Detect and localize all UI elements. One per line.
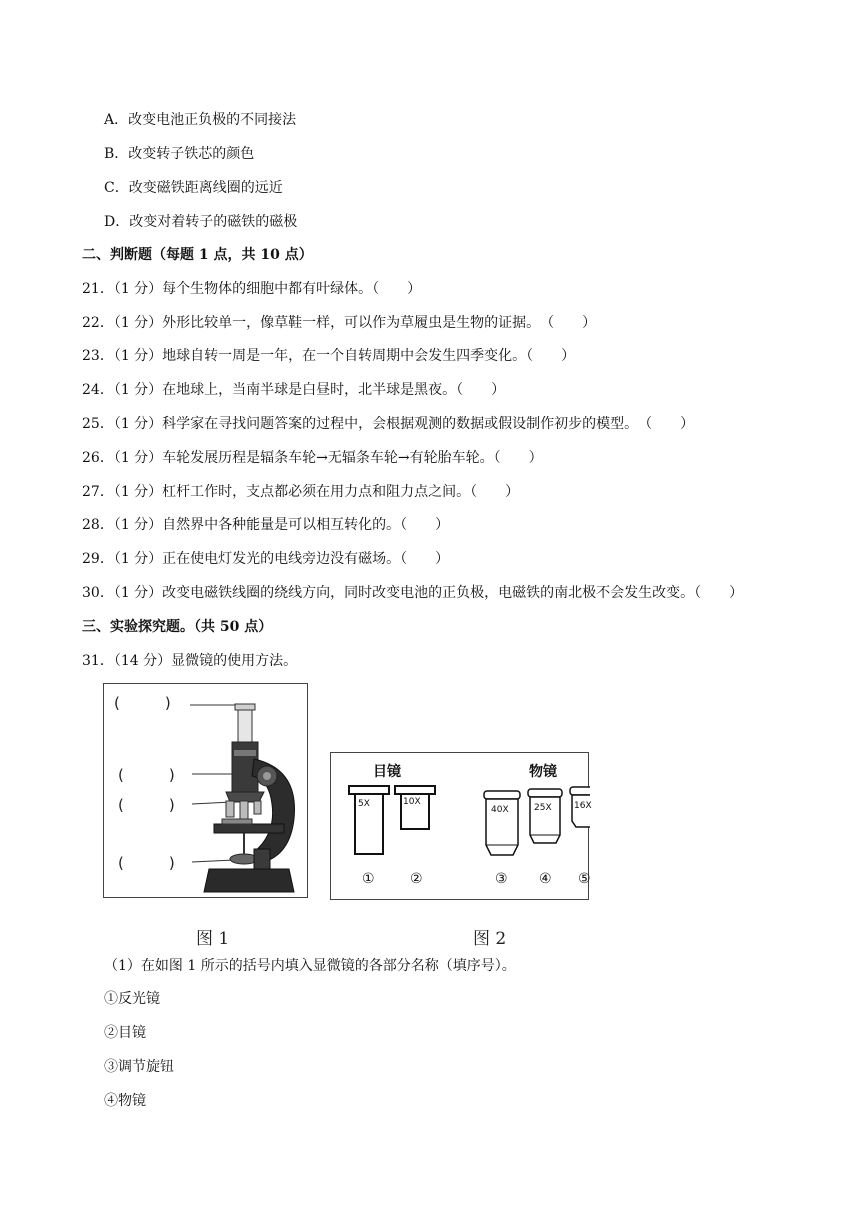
question-24: 24．（1 分）在地球上，当南半球是白昼时，北半球是黑夜。（ ） bbox=[82, 382, 506, 398]
option-a: A．改变电池正负极的不同接法 bbox=[104, 112, 297, 128]
figure-2-lenses bbox=[330, 752, 592, 900]
sub-question-1: （1）在如图 1 所示的括号内填入显微镜的各部分名称（填序号）。 bbox=[104, 958, 516, 974]
option-d: D．改变对着转子的磁铁的磁极 bbox=[104, 214, 298, 230]
microscope-drawing bbox=[104, 684, 309, 899]
lens-number-1: ① bbox=[362, 871, 375, 887]
part-option-4: ④物镜 bbox=[104, 1093, 146, 1109]
question-30: 30．（1 分）改变电磁铁线圈的绕线方向，同时改变电池的正负极，电磁铁的南北极不会发生改变。（ ） bbox=[82, 585, 744, 601]
lens-label-25x: 25X bbox=[534, 803, 552, 813]
lens-number-3: ③ bbox=[495, 871, 508, 887]
option-c: C．改变磁铁距离线圈的远近 bbox=[104, 180, 283, 196]
lens-label-5x: 5X bbox=[358, 799, 370, 809]
question-21: 21．（1 分）每个生物体的细胞中都有叶绿体。（ ） bbox=[82, 281, 422, 297]
question-25: 25．（1 分）科学家在寻找问题答案的过程中，会根据观测的数据或假设制作初步的模型。 （ ） bbox=[82, 416, 695, 432]
question-27: 27．（1 分）杠杆工作时，支点都必须在用力点和阻力点之间。（ ） bbox=[82, 484, 520, 500]
part-option-1: ①反光镜 bbox=[104, 991, 160, 1007]
objective-header: 物镜 bbox=[529, 764, 557, 780]
question-26: 26．（1 分）车轮发展历程是辐条车轮→无辐条车轮→有轮胎车轮。（ ） bbox=[82, 450, 543, 466]
blank-2[interactable]: ( ) bbox=[118, 766, 175, 784]
figure-1-microscope bbox=[103, 683, 308, 898]
question-29: 29．（1 分）正在使电灯发光的电线旁边没有磁场。（ ） bbox=[82, 551, 450, 567]
figure-2-caption: 图 2 bbox=[473, 929, 507, 949]
figure-1-caption: 图 1 bbox=[196, 929, 230, 949]
option-b: B．改变转子铁芯的颜色 bbox=[104, 146, 255, 162]
lens-label-40x: 40X bbox=[491, 805, 509, 815]
section-title-experiment: 三、实验探究题。（共 50 点） bbox=[82, 619, 273, 635]
question-22: 22．（1 分）外形比较单一，像草鞋一样，可以作为草履虫是生物的证据。 （ ） bbox=[82, 315, 597, 331]
blank-4[interactable]: ( ) bbox=[118, 854, 175, 872]
part-option-2: ②目镜 bbox=[104, 1025, 146, 1041]
blank-3[interactable]: ( ) bbox=[118, 796, 175, 814]
question-28: 28．（1 分）自然界中各种能量是可以相互转化的。（ ） bbox=[82, 517, 450, 533]
eyepiece-header: 目镜 bbox=[373, 764, 401, 780]
lens-label-16x: 16X bbox=[574, 801, 592, 811]
part-option-3: ③调节旋钮 bbox=[104, 1059, 174, 1075]
section-title-judgement: 二、判断题（每题 1 点，共 10 点） bbox=[82, 247, 313, 263]
blank-1[interactable]: ( ) bbox=[114, 694, 171, 712]
question-23: 23．（1 分）地球自转一周是一年，在一个自转周期中会发生四季变化。（ ） bbox=[82, 348, 576, 364]
lens-number-2: ② bbox=[410, 871, 423, 887]
lens-label-10x: 10X bbox=[403, 797, 421, 807]
lens-number-5: ⑤ bbox=[578, 871, 591, 887]
lens-number-4: ④ bbox=[539, 871, 552, 887]
question-31: 31．（14 分）显微镜的使用方法。 bbox=[82, 653, 298, 669]
